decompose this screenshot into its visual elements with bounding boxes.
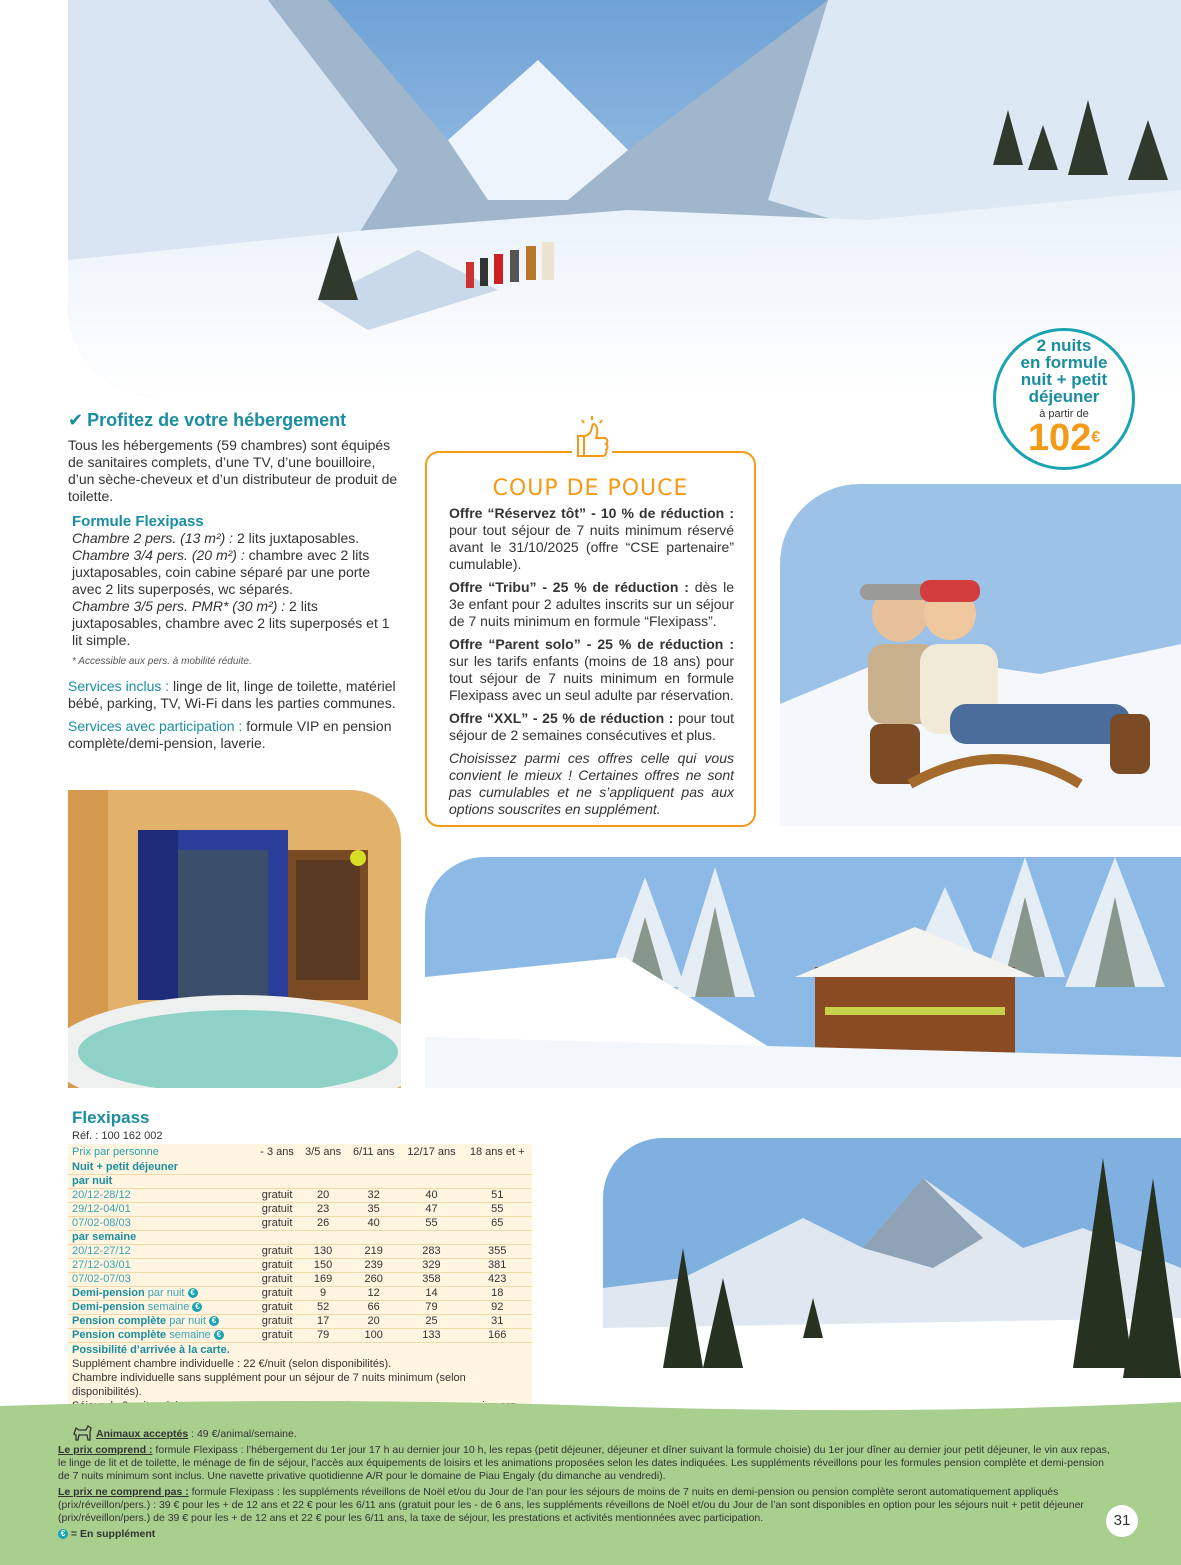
- price-includes: [58, 1444, 1118, 1483]
- cell: 31: [462, 1315, 532, 1329]
- table-row: [68, 1203, 532, 1217]
- supplement-legend: [58, 1528, 1118, 1541]
- cell: gratuit: [255, 1315, 300, 1329]
- offer-early-text: pour tout séjour de 7 nuits minimum réservé avant le 31/10/2025 (offre “CSE partenaire” cumulable).: [449, 522, 734, 572]
- offer-parent-solo-title: Offre “Parent solo” - 25 % de réduction :: [449, 636, 734, 652]
- tariff-table: [68, 1144, 532, 1343]
- cell: 133: [401, 1329, 463, 1343]
- table-row: [68, 1329, 532, 1343]
- cell: 47: [401, 1203, 463, 1217]
- dp-night-suffix: par nuit: [144, 1287, 185, 1299]
- arrival-note: Possibilité d’arrivée à la carte.: [72, 1344, 230, 1356]
- cell: 29/12-04/01: [68, 1203, 255, 1217]
- cell: gratuit: [255, 1245, 300, 1259]
- table-header-row: [68, 1144, 532, 1161]
- cell: 166: [462, 1329, 532, 1343]
- room-1: [72, 530, 398, 547]
- col-header: 3/5 ans: [305, 1146, 342, 1158]
- cell: 55: [401, 1217, 463, 1231]
- accommodation-intro: Tous les hébergements (59 chambres) sont équipés de sanitaires complets, d’une TV, d’une bouilloire, d’un sèche-cheveux et d’un distributeur de produit de toilette.: [68, 437, 398, 504]
- room-3-name: Chambre 3/5 pers. PMR* (30 m²) :: [72, 598, 286, 614]
- tariff-name: Flexipass: [72, 1108, 150, 1127]
- pmr-note: * Accessible aux pers. à mobilité réduite.: [72, 656, 252, 667]
- pc-week-label: Pension complète: [72, 1329, 167, 1341]
- accommodation-title: [68, 412, 398, 429]
- table-row: [68, 1273, 532, 1287]
- cell: 329: [401, 1259, 463, 1273]
- cell: 20: [299, 1189, 346, 1203]
- price-excludes-text: formule Flexipass : les suppléments réveillons de Noël et/ou du Jour de l’an pour les séjours de moins de 7 nuits en demi-pension ou pension complète seront automatiquement appliqués (prix/réveillon/pers.) : 39 € pour les + de 12 ans et 22 € pour les 6/11 ans (gratuit pour les - de 6 ans, les suppléments réveillons de Noël et/ou du Jour de l’an sont disponibles en option pour les séjours nuit + petit déjeuner (prix/réveillon/pers.) de 39 € pour les + de 12 ans et 22 € pour les 6/11 ans, la taxe de séjour, les prestations et activités mentionnées avec participation.: [58, 1486, 1084, 1524]
- cell: 55: [462, 1203, 532, 1217]
- cell: 9: [299, 1287, 346, 1301]
- cell: 07/02-07/03: [68, 1273, 255, 1287]
- page-number: 31: [1106, 1505, 1138, 1537]
- cell: gratuit: [255, 1273, 300, 1287]
- bubble-amount: [996, 417, 1132, 459]
- table-row: [68, 1315, 532, 1329]
- cell: [68, 1301, 255, 1315]
- cell: 20/12-27/12: [68, 1245, 255, 1259]
- cell: 423: [462, 1273, 532, 1287]
- cell: gratuit: [255, 1329, 300, 1343]
- price-excludes: [58, 1486, 1118, 1525]
- cell: gratuit: [255, 1203, 300, 1217]
- tariff-ref: Réf. : 100 162 002: [72, 1130, 163, 1142]
- animals-label: Animaux acceptés: [96, 1428, 189, 1440]
- cell: 283: [401, 1245, 463, 1259]
- room-3: [72, 598, 398, 649]
- cell: gratuit: [255, 1217, 300, 1231]
- week-label: par semaine: [68, 1231, 532, 1245]
- supplement-icon: €: [192, 1302, 202, 1312]
- offer-tribu: [449, 579, 734, 630]
- cell: 07/02-08/03: [68, 1217, 255, 1231]
- cell: 52: [299, 1301, 346, 1315]
- formula-title: Formule Flexipass: [72, 513, 204, 530]
- cell: gratuit: [255, 1259, 300, 1273]
- cell: 27/12-03/01: [68, 1259, 255, 1273]
- services-paid-label: Services avec participation :: [68, 718, 243, 734]
- bubble-currency: €: [1091, 429, 1101, 446]
- room-2-desc: chambre avec 2 lits juxtaposables, coin cabine séparé par une porte avec 2 lits superposés, wc séparés.: [72, 547, 371, 597]
- bubble-amount-value: 102: [1027, 417, 1092, 459]
- thumbs-up-icon: [572, 414, 612, 462]
- offer-tribu-title: Offre “Tribu” - 25 % de réduction :: [449, 579, 689, 595]
- dp-week-suffix: semaine: [144, 1301, 190, 1313]
- offers-outro: Choisissez parmi ces offres celle qui vous convient le mieux ! Certaines offres ne sont pas cumulables et ne s’appliquent pas aux options souscrites en supplément.: [449, 750, 734, 817]
- cell: 23: [299, 1203, 346, 1217]
- cell: 12: [347, 1287, 401, 1301]
- cell: 20/12-28/12: [68, 1189, 255, 1203]
- bubble-from: à partir de: [1039, 408, 1089, 420]
- table-row: [68, 1217, 532, 1231]
- price-includes-text: formule Flexipass : l’hébergement du 1er jour 17 h au dernier jour 10 h, les repas (petit déjeuner, déjeuner et dîner suivant la formule choisie) du 1er jour dîner au dernier jour petit déjeuner, le vin aux repas, le linge de lit et de toilette, le ménage de fin de séjour, l’accès aux équipements de loisirs et les animations proposées selon les dates indiquées. Les suppléments réveillons pour les formules pension complète et demi-pension de 7 nuits minimum sont inclus. Une navette privative quotidienne A/R pour le domaine de Piau Engaly (du dimanche au vendredi).: [58, 1444, 1110, 1482]
- cell: 92: [462, 1301, 532, 1315]
- cell: 18: [462, 1287, 532, 1301]
- supplement-icon: €: [214, 1330, 224, 1340]
- bubble-line2: en formule: [1020, 353, 1108, 372]
- cell: 17: [299, 1315, 346, 1329]
- snowy-valley-photo: [603, 1138, 1181, 1406]
- dp-week-label: Demi-pension: [72, 1301, 145, 1313]
- spa-jacuzzi-photo: [68, 790, 401, 1088]
- offer-tribu-text: dès le 3e enfant pour 2 adultes inscrits sur un séjour de 7 nuits minimum en formule “Flexipass”.: [449, 579, 735, 629]
- table-group-row: [68, 1231, 532, 1245]
- cell: 79: [299, 1329, 346, 1343]
- tariff-section: [68, 1108, 532, 1417]
- check-icon: ✔: [68, 410, 84, 430]
- col-header: Prix par personne: [72, 1146, 159, 1158]
- cell: gratuit: [255, 1301, 300, 1315]
- table-row: [68, 1287, 532, 1301]
- accommodation-title-text: Profitez de votre hébergement: [87, 410, 347, 430]
- group-label: Nuit + petit déjeuner: [68, 1161, 532, 1175]
- table-group-row: [68, 1161, 532, 1175]
- col-header: 18 ans et +: [469, 1146, 525, 1158]
- table-row: [68, 1189, 532, 1203]
- col-header: 12/17 ans: [407, 1146, 456, 1158]
- bubble-line4: déjeuner: [1028, 387, 1100, 406]
- table-row: [68, 1301, 532, 1315]
- coup-de-pouce-title: COUP DE POUCE: [492, 476, 689, 501]
- room-1-name: Chambre 2 pers. (13 m²) :: [72, 530, 234, 546]
- table-group-row: [68, 1175, 532, 1189]
- cell: 169: [299, 1273, 346, 1287]
- offer-xxl-title: Offre “XXL” - 25 % de réduction :: [449, 710, 674, 726]
- pc-night-suffix: par nuit: [166, 1315, 206, 1327]
- animals-text: : 49 €/animal/semaine.: [188, 1428, 297, 1440]
- cell: 100: [347, 1329, 401, 1343]
- cell: 14: [401, 1287, 463, 1301]
- cell: 20: [347, 1315, 401, 1329]
- services-included-label: Services inclus :: [68, 678, 170, 694]
- services-paid-text: formule VIP en pension complète/demi-pension, laverie.: [68, 718, 392, 751]
- single-room-free: Chambre individuelle sans supplément pour un séjour de 7 nuits minimum (selon disponibilités).: [72, 1372, 466, 1398]
- cell: [68, 1329, 255, 1343]
- cell: 381: [462, 1259, 532, 1273]
- room-3-desc: 2 lits juxtaposables, chambre avec 2 lits superposés et 1 lit simple.: [72, 598, 390, 648]
- dp-night-label: Demi-pension: [72, 1287, 145, 1299]
- supplement-icon: €: [209, 1316, 219, 1326]
- supplement-icon: €: [188, 1288, 198, 1298]
- room-2-name: Chambre 3/4 pers. (20 m²) :: [72, 547, 245, 563]
- snow-chalet-photo: [425, 857, 1181, 1088]
- table-row: [68, 1259, 532, 1273]
- cell: 65: [462, 1217, 532, 1231]
- offer-xxl-text: pour tout séjour de 2 semaines consécutives et plus.: [449, 710, 734, 743]
- supplement-legend-text: = En supplément: [70, 1528, 156, 1540]
- cell: gratuit: [255, 1189, 300, 1203]
- supplement-icon: €: [58, 1529, 68, 1539]
- cell: 219: [347, 1245, 401, 1259]
- room-2: [72, 547, 398, 598]
- cell: 66: [347, 1301, 401, 1315]
- offer-xxl: [449, 710, 734, 744]
- cell: 51: [462, 1189, 532, 1203]
- night-label: par nuit: [68, 1175, 532, 1189]
- offer-early-title: Offre “Réservez tôt” - 10 % de réduction :: [449, 505, 734, 521]
- cell: [68, 1315, 255, 1329]
- sledge-couple-photo: [780, 484, 1181, 826]
- services-included-text: linge de lit, linge de toilette, matériel bébé, parking, TV, Wi-Fi dans les parties communes.: [68, 678, 396, 711]
- cell: 32: [347, 1189, 401, 1203]
- cell: gratuit: [255, 1287, 300, 1301]
- price-bubble: [993, 328, 1135, 470]
- cell: 150: [299, 1259, 346, 1273]
- animals-line: [58, 1428, 1118, 1441]
- cell: [68, 1287, 255, 1301]
- cell: 239: [347, 1259, 401, 1273]
- offer-parent-solo: [449, 636, 734, 704]
- cell: 40: [347, 1217, 401, 1231]
- services-included: [68, 678, 398, 712]
- col-header: - 3 ans: [260, 1146, 294, 1158]
- room-1-desc: 2 lits juxtaposables.: [233, 530, 360, 546]
- bottom-conditions: [58, 1428, 1118, 1544]
- offer-early: [449, 505, 734, 573]
- single-room-supplement: Supplément chambre individuelle : 22 €/nuit (selon disponibilités).: [72, 1358, 392, 1370]
- cell: 130: [299, 1245, 346, 1259]
- pc-night-label: Pension complète: [72, 1315, 167, 1327]
- pc-week-suffix: semaine: [166, 1329, 211, 1341]
- cell: 25: [401, 1315, 463, 1329]
- cell: 40: [401, 1189, 463, 1203]
- price-includes-label: Le prix comprend :: [58, 1444, 153, 1456]
- offer-parent-solo-text: sur les tarifs enfants (moins de 18 ans) pour tout séjour de 7 nuits minimum en formule Flexipass avec un seul adulte par réservation.: [449, 653, 734, 703]
- coup-de-pouce-box: [425, 451, 756, 827]
- bubble-line1: 2 nuits: [1036, 336, 1092, 355]
- bubble-line3: nuit + petit: [1020, 370, 1108, 389]
- table-row: [68, 1245, 532, 1259]
- price-excludes-label: Le prix ne comprend pas :: [58, 1486, 189, 1498]
- cell: 79: [401, 1301, 463, 1315]
- services-paid: [68, 718, 398, 752]
- accommodation-section: [68, 412, 398, 758]
- col-header: 6/11 ans: [352, 1146, 395, 1158]
- cell: 260: [347, 1273, 401, 1287]
- cell: 26: [299, 1217, 346, 1231]
- cell: 358: [401, 1273, 463, 1287]
- cell: 355: [462, 1245, 532, 1259]
- cell: 35: [347, 1203, 401, 1217]
